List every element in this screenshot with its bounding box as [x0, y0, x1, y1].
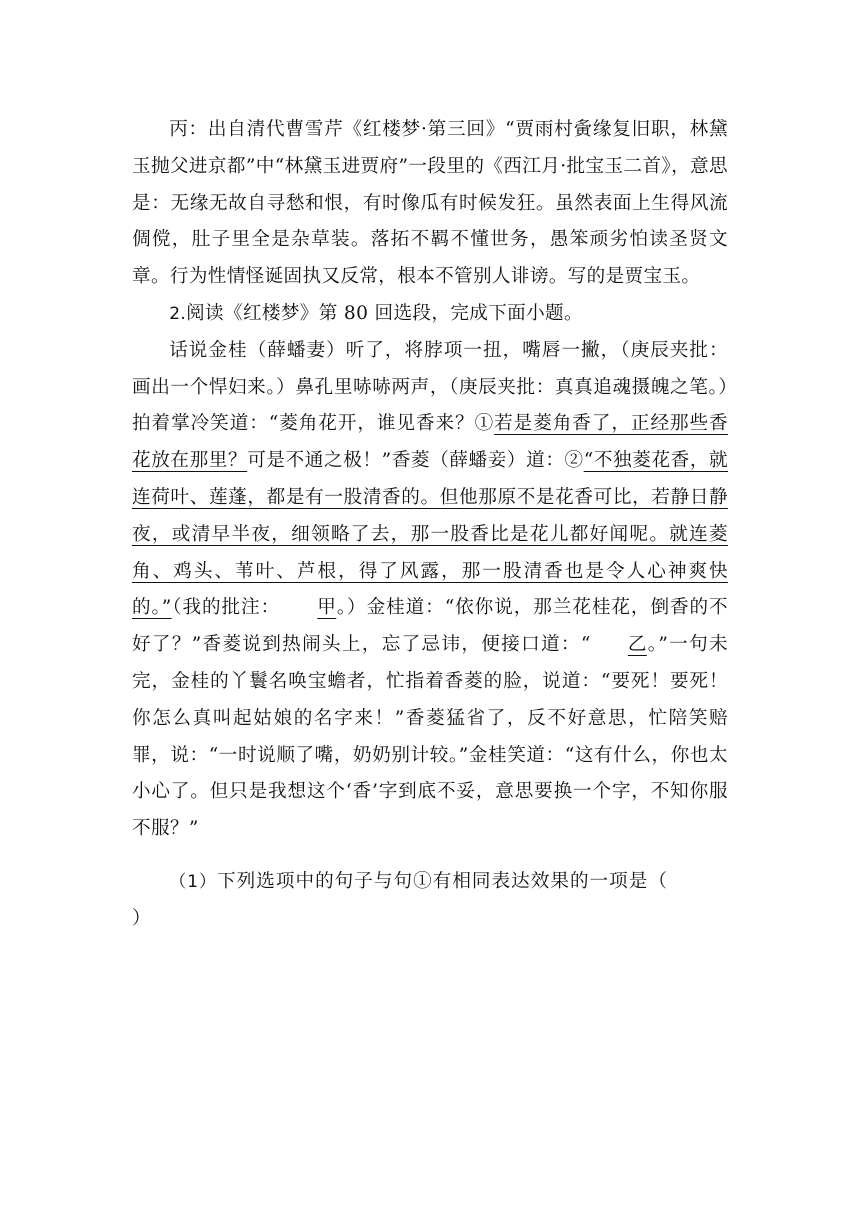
- question-2: [132, 296, 728, 333]
- passage-text-1: 话说金桂（薛蟠妻）听了，将脖项一扭，嘴唇一撇，（庚辰夹批：画出一个悍妇来。）鼻孔里哧哧两声，（庚辰夹批：真真追魂摄魄之笔。）拍着掌冷笑道：“菱角花开，谁见香来？①: [132, 339, 728, 435]
- sub-question-close: ）: [132, 907, 151, 929]
- sub-question-text: 下列选项中的句子与句①有相同表达效果的一项是（: [217, 870, 668, 892]
- reading-passage: [132, 333, 728, 848]
- blank-jia[interactable]: 甲: [317, 597, 337, 619]
- passage-text-3: （我的批注：: [171, 597, 281, 619]
- blank-yi[interactable]: 乙: [627, 634, 647, 656]
- sub-question-number: （1）: [169, 871, 218, 892]
- question-text: 阅读《红楼梦》第 80 回选段，完成下面小题。: [186, 302, 583, 324]
- underlined-sentence-2: “不独菱花香，就连荷叶、莲蓬，都是有一股清香的。但他那原不是花香可比，若静日静夜，或清早半夜，细领略了去，那一股香比是花儿都好闻呢。就连菱角、鸡头、苇叶、芦根，得了风露，那一股清香也是令人心神爽快的。”: [132, 450, 728, 619]
- sub-question-1: [132, 864, 728, 938]
- question-number: 2.: [169, 303, 187, 324]
- passage-text-4: 。）金桂道：“依你说，那兰花桂花，倒香的不好了？”香菱说到热闹头上，忘了忌讳，便接口道：“: [132, 597, 728, 656]
- paragraph-bing: 丙：出自清代曹雪芹《红楼梦·第三回》“贾雨村夤缘复旧职，林黛玉抛父进京都”中“林黛玉进贾府”一段里的《西江月·批宝玉二首》，意思是：无缘无故自寻愁和恨，有时像瓜有时候发狂。虽然表面上生得风流倜傥，肚子里全是杂草装。落拓不羁不懂世务，愚笨顽劣怕读圣贤文章。行为性情怪诞固执又反常，根本不管别人诽谤。写的是贾宝玉。: [132, 119, 728, 288]
- document-body: [132, 112, 728, 938]
- underlined-sentence-1: 若是菱角香了，正经那些香花放在那里？: [132, 413, 728, 472]
- passage-text-5: 。”一句未完，金桂的丫鬟名唤宝蟾者，忙指着香菱的脸，说道：“要死！要死！你怎么真叫起姑娘的名字来！”香菱猛省了，反不好意思，忙陪笑赔罪，说：“一时说顺了嘴，奶奶别计较。”金桂笑道：“这有什么，你也太小心了。但只是我想这个‘香’字到底不妥，意思要换一个字，不知你服不服？”: [132, 634, 728, 840]
- passage-text-2: 可是不通之极！”香菱（薛蟠妾）道：②: [247, 450, 584, 472]
